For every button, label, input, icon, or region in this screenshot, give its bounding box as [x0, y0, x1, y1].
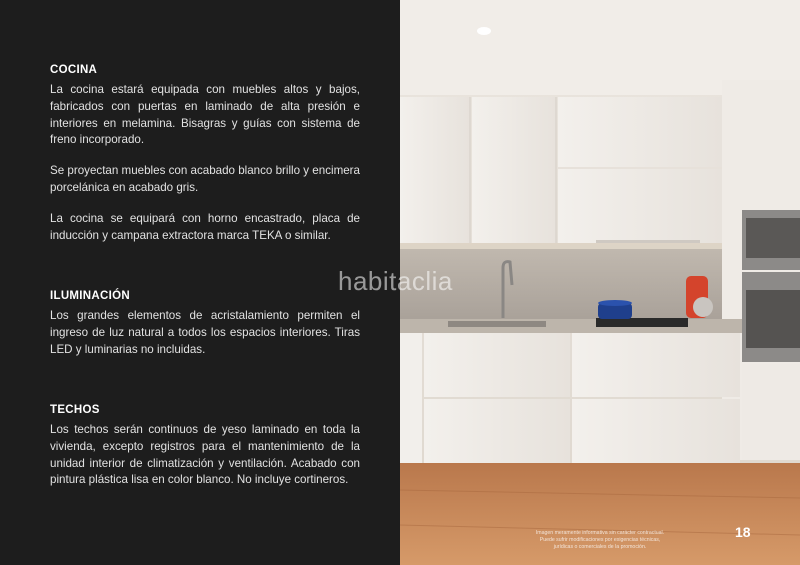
kitchen-illustration [400, 0, 800, 565]
paragraph: La cocina estará equipada con muebles altos y bajos, fabricados con puertas en laminado de alta presión e interiores en melamina. Bisagras y guías con sistema de freno incorporado. [50, 83, 360, 147]
paragraph: Se proyectan muebles con acabado blanco brillo y encimera porcelánica en acabado gris. [50, 164, 360, 194]
page-number: 18 [735, 524, 751, 540]
section-heading: TECHOS [50, 404, 100, 416]
disclaimer-line: Puede sufrir modificaciones por exigencias técnicas, [539, 537, 661, 543]
section-heading: ILUMINACIÓN [50, 290, 130, 302]
watermark-logo: habitaclia [338, 266, 453, 296]
section-cocina [50, 64, 360, 258]
disclaimer-line: Imagen meramente informativa sin carácter contractual. [535, 530, 665, 536]
paragraph: La cocina se equipará con horno encastrado, placa de inducción y campana extractora marca TEKA o similar. [50, 211, 360, 242]
kitchen-render-image [400, 0, 800, 565]
paragraph: Los grandes elementos de acristalamiento permiten el ingreso de luz natural a todos los espacios interiores. Tiras LED y luminarias no incluidas. [50, 309, 360, 356]
paragraph: Los techos serán continuos de yeso laminado en toda la vivienda, excepto registros para el mantenimiento de la unidad interior de climatización y ventilación. Acabado con pintura plástica lisa en color blanco. No incluye cortineros. [50, 423, 360, 487]
disclaimer-line: jurídicas o comerciales de la promoción. [553, 544, 647, 550]
disclaimer-note [505, 530, 695, 551]
section-iluminacion [50, 290, 360, 372]
section-heading: COCINA [50, 64, 98, 76]
section-techos [50, 404, 360, 503]
